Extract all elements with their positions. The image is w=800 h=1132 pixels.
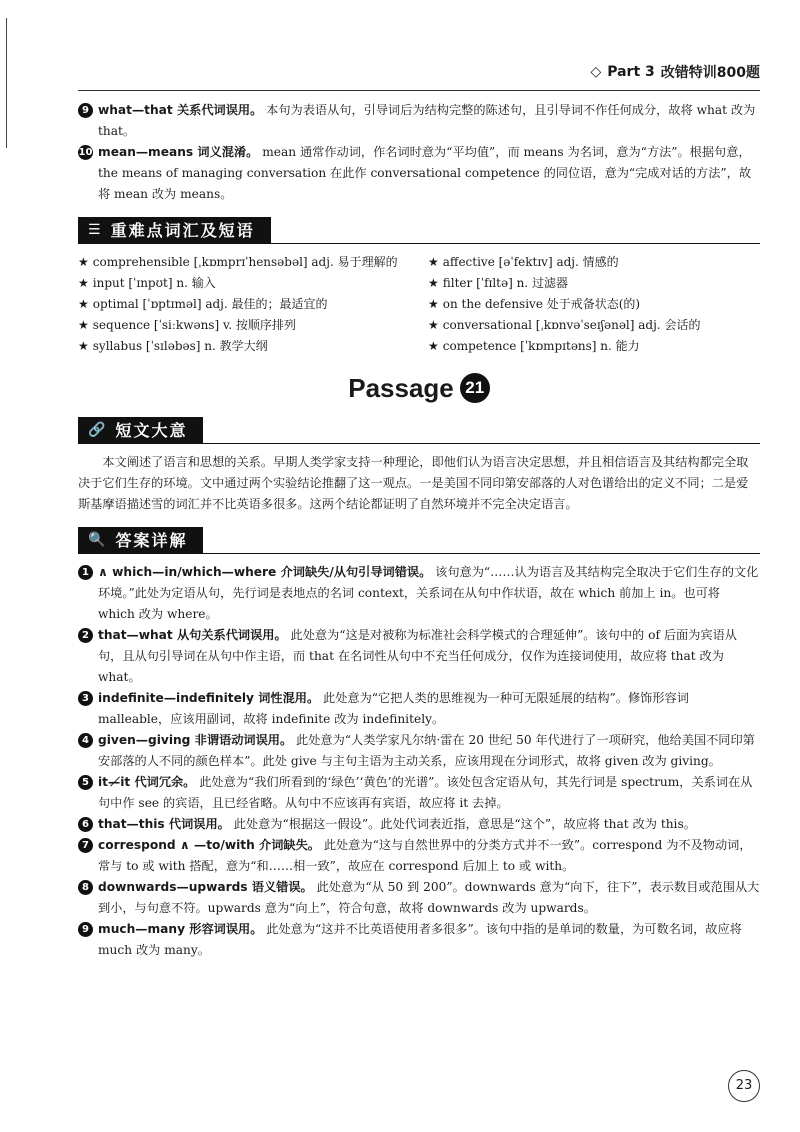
header-rule xyxy=(78,90,760,91)
vocab-entry: ★ affective [əˈfektɪv] adj. 情感的 xyxy=(428,255,619,269)
magnifier-icon: 🔍 xyxy=(88,531,108,548)
vocab-entry: ★ sequence [ˈsiːkwəns] v. 按顺序排列 xyxy=(78,318,296,332)
vocab-entry: ★ competence [ˈkɒmpɪtəns] n. 能力 xyxy=(428,339,640,353)
list-icon: ☰ xyxy=(88,221,103,238)
item-number-badge: 9 xyxy=(78,922,93,937)
vocab-entry: ★ syllabus [ˈsɪləbəs] n. 教学大纲 xyxy=(78,339,268,353)
answer-item xyxy=(78,835,760,877)
answer-item xyxy=(78,688,760,730)
item-key: that—what 从句关系代词误用。 xyxy=(98,628,287,642)
answer-item xyxy=(78,562,760,625)
star-icon: ★ xyxy=(78,318,89,332)
star-icon: ★ xyxy=(78,255,89,269)
item-key: it—̸it 代词冗余。 xyxy=(98,775,196,789)
item-text: 此处意为“根据这一假设”。此处代词表近指，意思是“这个”，故应将 that 改为 this。 xyxy=(229,817,696,831)
header-title: 改错特训800题 xyxy=(660,65,760,81)
item-key: correspond ∧ —to/with 介词缺失。 xyxy=(98,838,320,852)
vocab-entry: ★ comprehensible [ˌkɒmprɪˈhensəbəl] adj. 易于理解的 xyxy=(78,255,398,269)
star-icon: ★ xyxy=(78,276,89,290)
vocab-entry: ★ conversational [ˌkɒnvəˈseɪʃənəl] adj. 会话的 xyxy=(428,318,701,332)
passage-number-badge: 21 xyxy=(460,373,490,403)
item-number-badge: 5 xyxy=(78,775,93,790)
intro-item-10 xyxy=(78,142,760,205)
answer-item xyxy=(78,625,760,688)
answer-banner xyxy=(78,527,760,554)
vocab-list xyxy=(78,252,760,357)
item-number-badge: 6 xyxy=(78,817,93,832)
answer-title: 答案详解 xyxy=(115,530,188,550)
item-number-badge: 10 xyxy=(78,147,93,158)
summary-title: 短文大意 xyxy=(115,420,188,440)
page-number: 23 xyxy=(728,1070,760,1102)
item-text: 此处意为“我们所看到的‘绿色’‘黄色’的光谱”。该处包含定语从句，其先行词是 spectrum，关系词在从句中作 see 的宾语，且已经省略。从句中不应该再有宾语，故应将 it 去掉。 xyxy=(98,775,753,810)
item-text: mean 通常作动词，作名词时意为“平均值”，而 means 为名词，意为“方法”。根据句意，the means of managing conversation 在此作 conversational competence 的同位语，意为“完成对话的方法”，故将 mean 改为 means。 xyxy=(98,145,752,201)
item-number-badge: 7 xyxy=(78,838,93,853)
answer-item xyxy=(78,730,760,772)
item-text: 此处意为“这是对被称为标准社会科学模式的合理延伸”。该句中的 of 后面为宾语从句，且从句引导词在从句中作主语，而 that 在名词性从句中不充当任何成分，仅作为连接词使用，故应将 that 改为 what。 xyxy=(98,628,737,684)
star-icon: ★ xyxy=(428,276,439,290)
vocab-entry: ★ filter [ˈfɪltə] n. 过滤器 xyxy=(428,276,568,290)
passage-heading xyxy=(78,373,760,403)
star-icon: ★ xyxy=(428,255,439,269)
margin-mark xyxy=(6,18,7,148)
item-text: 此处意为“人类学家凡尔纳·雷在 20 世纪 50 年代进行了一项研究，他给美国不同印第安部落的人不同的颜色样本”。此处 give 与主句主语为主动关系，应该用现在分词形式，故将 given 改为 giving。 xyxy=(98,733,755,768)
item-number-badge: 3 xyxy=(78,691,93,706)
item-key: downwards—upwards 语义错误。 xyxy=(98,880,313,894)
header-part: Part 3 xyxy=(607,64,655,80)
summary-text: 本文阐述了语言和思想的关系。早期人类学家支持一种理论，即他们认为语言决定思想，并且相信语言及其结构都完全取决于它们生存的环境。文中通过两个实验结论推翻了这一观点。一是美国不同印第安部落的人对色谱给出的定义不同；二是爱斯基摩语描述雪的词汇并不比英语多很多。这两个结论都证明了自然环境并不完全决定语言。 xyxy=(78,455,749,511)
item-number-badge: 9 xyxy=(78,103,93,118)
link-icon: 🔗 xyxy=(88,421,108,438)
item-key: indefinite—indefinitely 词性混用。 xyxy=(98,691,320,705)
star-icon: ★ xyxy=(428,297,439,311)
summary-banner xyxy=(78,417,760,444)
item-text: 此处意为“从 50 到 200”。downwards 意为“向下，往下”，表示数目或范围从大到小，与句意不符。upwards 意为“向上”，符合句意，故将 downwards 改为 upwards。 xyxy=(98,880,760,915)
intro-item-9 xyxy=(78,100,760,142)
item-text: 此处意为“这并不比英语使用者多很多”。该句中指的是单词的数量，为可数名词，故应将 much 改为 many。 xyxy=(98,922,742,957)
vocab-entry: ★ on the defensive 处于戒备状态(的) xyxy=(428,297,641,311)
item-key: what—that 关系代词误用。 xyxy=(98,103,263,117)
star-icon: ★ xyxy=(78,339,89,353)
item-key: ∧ which—in/which—where 介词缺失/从句引导词错误。 xyxy=(98,565,432,579)
star-icon: ★ xyxy=(78,297,89,311)
answer-item xyxy=(78,877,760,919)
vocab-entry: ★ input [ˈɪnpʊt] n. 输入 xyxy=(78,276,216,290)
header-diamond-icon: ◇ xyxy=(590,64,602,80)
item-key: that—this 代词误用。 xyxy=(98,817,230,831)
item-text: 此处意为“这与自然世界中的分类方式并不一致”。correspond 为不及物动词，常与 to 或 with 搭配，意为“和……相一致”，故应在 correspond 后加上 to 或 with。 xyxy=(98,838,752,873)
answer-item xyxy=(78,772,760,814)
answer-item xyxy=(78,919,760,961)
answer-item xyxy=(78,814,760,835)
item-key: given—giving 非谓语动词误用。 xyxy=(98,733,293,747)
passage-label: Passage xyxy=(348,372,454,403)
vocab-banner xyxy=(78,217,760,244)
vocab-entry: ★ optimal [ˈɒptɪməl] adj. 最佳的；最适宜的 xyxy=(78,297,328,311)
star-icon: ★ xyxy=(428,318,439,332)
running-header xyxy=(590,60,760,84)
item-number-badge: 4 xyxy=(78,733,93,748)
star-icon: ★ xyxy=(428,339,439,353)
item-key: mean—means 词义混淆。 xyxy=(98,145,259,159)
item-key: much—many 形容词误用。 xyxy=(98,922,263,936)
item-number-badge: 8 xyxy=(78,880,93,895)
item-text: 此处意为“它把人类的思维视为一种可无限延展的结构”。修饰形容词 malleable，应该用副词，故将 indefinite 改为 indefinitely。 xyxy=(98,691,689,726)
page-content xyxy=(78,100,760,961)
item-text: 本句为表语从句，引导词后为结构完整的陈述句，且引导词不作任何成分，故将 what 改为 that。 xyxy=(98,103,756,138)
vocab-title: 重难点词汇及短语 xyxy=(110,220,255,240)
item-number-badge: 2 xyxy=(78,628,93,643)
item-number-badge: 1 xyxy=(78,565,93,580)
item-text: 该句意为“……认为语言及其结构完全取决于它们生存的文化环境。”此处为定语从句，先行词是表地点的名词 context，关系词在从句中作状语，故在 which 前加上 in。也可将 which 改为 where。 xyxy=(98,565,759,621)
